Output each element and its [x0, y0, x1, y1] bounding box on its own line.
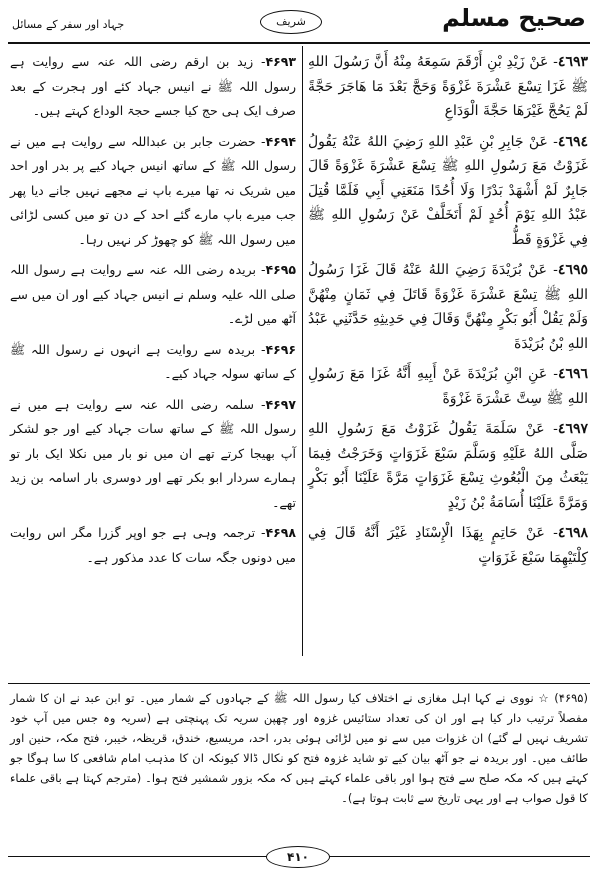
footnote-divider — [8, 683, 590, 684]
translation-text: بریدہ سے روایت ہے انہوں نے رسول اللہ ﷺ کے ساتھ سولہ جہاد کیے۔ — [10, 341, 296, 381]
hadith-number: ۴۶۹۴ — [265, 133, 297, 149]
translation-text: سلمہ رضی اللہ عنہ سے روایت ہے میں نے رسول اللہ ﷺ کے ساتھ سات جہاد کیے اور جو لشکر آپ بھیجا کرتے تھے ان میں نو بار میں نکلا ایک بار تو ہمارے سردار ابو بکر تھے اور دوسری بار اسامہ بن زید تھے۔ — [10, 396, 296, 510]
hadith-number: ٤٦٩٤ — [557, 133, 588, 150]
footnote: (۴۶۹۵) ☆ نووی نے کہا اہل مغازی نے اختلاف کیا رسول اللہ ﷺ کے جہادوں کے شمار میں۔ تو ابن عبد نے ان کا شمار مفصلاً ترتیب دار کیا ہے اور ان کی تعداد ستائیس غزوہ اور چھپن سریہ تک پہنچتی ہے (سریہ وہ جس میں آپ خود تشریف نہیں لے گئے) ان غزوات میں سے نو میں لڑائی ہوئی بدر، احد، مریسیع، خندق، قریظہ، خیبر، فتح مکہ، حنین اور طائف میں۔ اور بریدہ نے جو آٹھ بیان کیے تو شاید غزوہ فتح کو نکال ڈالا کیونکہ ان کا مذہب امام شافعی کا سا ہوگا جو کہتے ہیں کہ مکہ صلح سے فتح ہوا اور باقی علماء کہتے ہیں کہ مکہ بزور شمشیر فتح ہوا۔ (مترجم کہتا ہے باقی علماء کا قول صواب ہے اور یہی تاریخ سے ثابت ہوتا ہے)۔ — [10, 691, 588, 805]
arabic-hadith: ٤٦٩٤- عَنْ جَابِرِ بْنِ عَبْدِ اللهِ رَضِيَ اللهُ عَنْهُ يَقُولُ غَزَوْتُ مَعَ رَسُولِ اللهِ ﷺ تِسْعَ عَشْرَةَ غَزْوَةً قَالَ جَابِرٌ لَمْ أَشْهَدْ بَدْرًا وَلَا أُحُدًا مَنَعَنِي أَبِي فَلَمَّا قُتِلَ عَبْدُ اللهِ يَوْمَ أُحُدٍ لَمْ أَتَخَلَّفْ عَنْ رَسُولِ اللهِ ﷺ فِي غَزْوَةٍ قَطُّ — [308, 133, 588, 248]
hadith-number: ٤٦٩٥ — [557, 262, 588, 278]
hadith-number: ۴۶۹۳ — [265, 54, 297, 69]
translation-text: زید بن ارقم رضی اللہ عنہ سے روایت ہے رسول اللہ ﷺ نے انیس جہاد کئے اور ہجرت کے بعد صرف ایک ہی حج کیا جسے حجۃ الوداع کہتے ہیں۔ — [10, 54, 296, 118]
hadith-text: عَنْ سَلَمَةَ يَقُولُ غَزَوْتُ مَعَ رَسُولِ اللهِ صَلَّى اللهُ عَلَيْهِ وَسَلَّمَ سَبْعَ غَزَوَاتٍ وَخَرَجْتُ فِيمَا يَبْعَثُ مِنَ الْبُعُوثِ تِسْعَ غَزَوَاتٍ مَرَّةً عَلَيْنَا أَبُو بَكْرٍ وَمَرَّةً عَلَيْنَا أُسَامَةُ بْنُ زَيْدٍ — [308, 421, 588, 511]
urdu-translation: ۴۶۹۸- ترجمہ وہی ہے جو اوپر گزرا مگر اس روایت میں دونوں جگہ سات کا عدد مذکور ہے۔ — [10, 525, 296, 565]
arabic-hadith: ٤٦٩٦- عَنِ ابْنِ بُرَيْدَةَ عَنْ أَبِيهِ أَنَّهُ غَزَا مَعَ رَسُولِ اللهِ ﷺ سِتَّ عَشْرَةَ غَزْوَةً — [308, 366, 589, 407]
hadith-text: عَنْ حَاتِمٍ بِهَذَا الْإِسْنَادِ غَيْرَ أَنَّهُ قَالَ فِي كِلْتَيْهِمَا سَبْعَ غَزَوَاتٍ — [308, 525, 588, 566]
header-divider — [8, 42, 590, 44]
arabic-column — [308, 50, 588, 576]
urdu-translation: ۴۶۹۵- بریدہ رضی اللہ عنہ سے روایت ہے رسول اللہ صلی اللہ علیہ وسلم نے انیس جہاد کیے اور ان میں سے آٹھ میں لڑے۔ — [10, 262, 296, 326]
hadith-number: ۴۶۹۶ — [265, 341, 296, 357]
book-title: صحیح مسلم — [442, 4, 586, 32]
translation-text: بریدہ رضی اللہ عنہ سے روایت ہے رسول اللہ صلی اللہ علیہ وسلم نے انیس جہاد کیے اور ان میں سے آٹھ میں لڑے۔ — [10, 262, 296, 326]
arabic-hadith: ٤٦٩٨- عَنْ حَاتِمٍ بِهَذَا الْإِسْنَادِ غَيْرَ أَنَّهُ قَالَ فِي كِلْتَيْهِمَا سَبْعَ غَزَوَاتٍ — [308, 525, 588, 566]
page-header — [10, 4, 590, 42]
urdu-translation: ۴۶۹۴- حضرت جابر بن عبداللہ سے روایت ہے میں نے رسول اللہ ﷺ کے ساتھ انیس جہاد کیے پر بدر اور احد میں شریک نہ تھا میرے باپ نے مجھے نہیں جانے دیا پھر جب میرے باپ مارے گئے احد کے دن تو میں کسی لڑائی میں رسول اللہ ﷺ کو چھوڑ کر نہیں رہا۔ — [10, 133, 297, 247]
book-badge: شریف — [260, 10, 322, 34]
hadith-text: عَنْ زَيْدِ بْنِ أَرْقَمَ سَمِعَهُ مِنْهُ أَنَّ رَسُولَ اللهِ ﷺ غَزَا تِسْعَ عَشْرَةَ غَزْوَةً وَحَجَّ بَعْدَ مَا هَاجَرَ حَجَّةً لَمْ يَحُجَّ غَيْرَهَا حَجَّةَ الْوَدَاعِ — [308, 54, 588, 119]
hadith-number: ۴۶۹۵ — [265, 262, 296, 277]
arabic-hadith: ٤٦٩٣- عَنْ زَيْدِ بْنِ أَرْقَمَ سَمِعَهُ مِنْهُ أَنَّ رَسُولَ اللهِ ﷺ غَزَا تِسْعَ عَشْرَةَ غَزْوَةً وَحَجَّ بَعْدَ مَا هَاجَرَ حَجَّةً لَمْ يَحُجَّ غَيْرَهَا حَجَّةَ الْوَدَاعِ — [308, 54, 588, 119]
translation-text: حضرت جابر بن عبداللہ سے روایت ہے میں نے رسول اللہ ﷺ کے ساتھ انیس جہاد کیے پر بدر اور احد میں شریک نہ تھا میرے باپ نے مجھے نہیں جانے دیا پھر جب میرے باپ مارے گئے احد کے دن تو میں کسی لڑائی میں رسول اللہ ﷺ کو چھوڑ کر نہیں رہا۔ — [10, 133, 296, 247]
hadith-text: عَنِ ابْنِ بُرَيْدَةَ عَنْ أَبِيهِ أَنَّهُ غَزَا مَعَ رَسُولِ اللهِ ﷺ سِتَّ عَشْرَةَ غَزْوَةً — [308, 366, 588, 407]
hadith-number: ٤٦٩٧ — [557, 421, 588, 437]
chapter-title: جہاد اور سفر کے مسائل — [12, 18, 125, 31]
urdu-column — [10, 50, 296, 576]
arabic-hadith: ٤٦٩٧- عَنْ سَلَمَةَ يَقُولُ غَزَوْتُ مَعَ رَسُولِ اللهِ صَلَّى اللهُ عَلَيْهِ وَسَلَّمَ سَبْعَ غَزَوَاتٍ وَخَرَجْتُ فِيمَا يَبْعَثُ مِنَ الْبُعُوثِ تِسْعَ غَزَوَاتٍ مَرَّةً عَلَيْنَا أَبُو بَكْرٍ وَمَرَّةً عَلَيْنَا أُسَامَةُ بْنُ زَيْدٍ — [308, 421, 588, 511]
arabic-hadith: ٤٦٩٥- عَنْ بُرَيْدَةَ رَضِيَ اللهُ عَنْهُ قَالَ غَزَا رَسُولُ اللهِ ﷺ تِسْعَ عَشْرَةَ غَزْوَةً قَاتَلَ فِي ثَمَانٍ مِنْهُنَّ وَلَمْ يَقُلْ أَبُو بَكْرٍ مِنْهُنَّ وَقَالَ فِي حَدِيثِهِ حَدَّثَنِي عَبْدُ اللهِ بْنُ بُرَيْدَةَ — [308, 262, 588, 352]
urdu-translation: ۴۶۹۳- زید بن ارقم رضی اللہ عنہ سے روایت ہے رسول اللہ ﷺ نے انیس جہاد کئے اور ہجرت کے بعد صرف ایک ہی حج کیا جسے حجۃ الوداع کہتے ہیں۔ — [10, 54, 297, 118]
hadith-number: ٤٦٩٦ — [557, 366, 589, 382]
column-divider — [302, 46, 303, 656]
urdu-translation: ۴۶۹۶- بریدہ سے روایت ہے انہوں نے رسول اللہ ﷺ کے ساتھ سولہ جہاد کیے۔ — [10, 341, 296, 381]
urdu-translation: ۴۶۹۷- سلمہ رضی اللہ عنہ سے روایت ہے میں نے رسول اللہ ﷺ کے ساتھ سات جہاد کیے اور جو لشکر آپ بھیجا کرتے تھے ان میں نو بار میں نکلا ایک بار تو ہمارے سردار ابو بکر تھے اور دوسری بار اسامہ بن زید تھے۔ — [10, 396, 296, 510]
hadith-number: ۴۶۹۸ — [265, 525, 296, 540]
hadith-number: ٤٦٩٣ — [557, 54, 588, 70]
hadith-number: ۴۶۹۷ — [265, 396, 296, 412]
hadith-text: عَنْ جَابِرِ بْنِ عَبْدِ اللهِ رَضِيَ اللهُ عَنْهُ يَقُولُ غَزَوْتُ مَعَ رَسُولِ اللهِ ﷺ تِسْعَ عَشْرَةَ غَزْوَةً قَالَ جَابِرٌ لَمْ أَشْهَدْ بَدْرًا وَلَا أُحُدًا مَنَعَنِي أَبِي فَلَمَّا قُتِلَ عَبْدُ اللهِ يَوْمَ أُحُدٍ لَمْ أَتَخَلَّفْ عَنْ رَسُولِ اللهِ ﷺ فِي غَزْوَةٍ قَطُّ — [308, 133, 588, 248]
translation-text: ترجمہ وہی ہے جو اوپر گزرا مگر اس روایت میں دونوں جگہ سات کا عدد مذکور ہے۔ — [10, 525, 296, 565]
hadith-text: عَنْ بُرَيْدَةَ رَضِيَ اللهُ عَنْهُ قَالَ غَزَا رَسُولُ اللهِ ﷺ تِسْعَ عَشْرَةَ غَزْوَةً قَاتَلَ فِي ثَمَانٍ مِنْهُنَّ وَلَمْ يَقُلْ أَبُو بَكْرٍ مِنْهُنَّ وَقَالَ فِي حَدِيثِهِ حَدَّثَنِي عَبْدُ اللهِ بْنُ بُرَيْدَةَ — [308, 262, 588, 352]
page-number: ۴۱۰ — [266, 846, 330, 868]
hadith-number: ٤٦٩٨ — [557, 525, 588, 541]
